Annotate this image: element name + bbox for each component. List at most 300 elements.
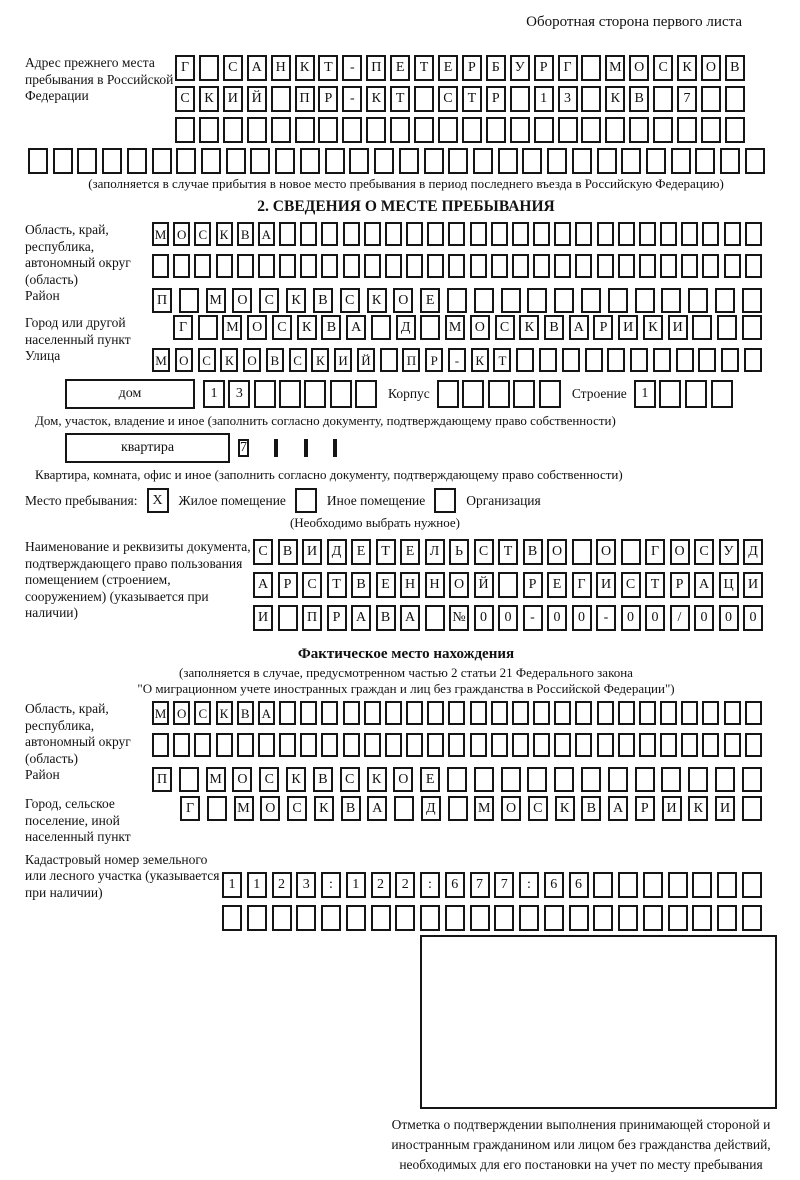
- char-box[interactable]: [692, 872, 712, 898]
- char-box[interactable]: [355, 380, 377, 408]
- char-box[interactable]: 1: [534, 86, 554, 112]
- char-box[interactable]: В: [313, 288, 333, 313]
- char-box[interactable]: [512, 701, 529, 725]
- char-box[interactable]: К: [519, 315, 539, 340]
- char-box[interactable]: Г: [175, 55, 195, 81]
- char-box[interactable]: К: [286, 288, 306, 313]
- char-box[interactable]: [175, 117, 195, 143]
- checkbox-other-premises[interactable]: [295, 488, 317, 513]
- char-box[interactable]: [271, 117, 291, 143]
- char-box[interactable]: [742, 767, 762, 792]
- char-box[interactable]: [653, 348, 671, 372]
- char-box[interactable]: [575, 701, 592, 725]
- char-box[interactable]: Е: [351, 539, 371, 565]
- char-box[interactable]: [28, 148, 48, 174]
- char-box[interactable]: [607, 348, 625, 372]
- char-box[interactable]: [491, 254, 508, 278]
- char-box[interactable]: 6: [544, 872, 564, 898]
- char-box[interactable]: [494, 905, 514, 931]
- char-box[interactable]: 7: [494, 872, 514, 898]
- char-box[interactable]: [438, 117, 458, 143]
- char-box[interactable]: [486, 117, 506, 143]
- char-box[interactable]: [745, 254, 762, 278]
- char-box[interactable]: [406, 701, 423, 725]
- char-box[interactable]: [300, 148, 320, 174]
- char-box[interactable]: [742, 872, 762, 898]
- char-box[interactable]: А: [367, 796, 387, 821]
- char-box[interactable]: [470, 733, 487, 757]
- char-box[interactable]: [581, 288, 601, 313]
- char-box[interactable]: [300, 701, 317, 725]
- char-box[interactable]: И: [334, 348, 352, 372]
- char-box[interactable]: [702, 733, 719, 757]
- char-box[interactable]: А: [569, 315, 589, 340]
- char-box[interactable]: И: [715, 796, 735, 821]
- char-box[interactable]: -: [448, 348, 466, 372]
- char-box[interactable]: С: [194, 701, 211, 725]
- char-box[interactable]: [621, 148, 641, 174]
- char-box[interactable]: К: [643, 315, 663, 340]
- char-box[interactable]: 3: [558, 86, 578, 112]
- char-box[interactable]: :: [519, 872, 539, 898]
- char-box[interactable]: [385, 254, 402, 278]
- char-box[interactable]: П: [302, 605, 322, 631]
- char-box[interactable]: 0: [547, 605, 567, 631]
- char-box[interactable]: [448, 148, 468, 174]
- char-box[interactable]: [374, 148, 394, 174]
- char-box[interactable]: [395, 905, 415, 931]
- char-box[interactable]: 6: [445, 872, 465, 898]
- char-box[interactable]: А: [400, 605, 420, 631]
- char-box[interactable]: А: [351, 605, 371, 631]
- char-box[interactable]: [558, 117, 578, 143]
- char-box[interactable]: О: [501, 796, 521, 821]
- char-box[interactable]: [572, 539, 592, 565]
- char-box[interactable]: Е: [547, 572, 567, 598]
- char-box[interactable]: 1: [346, 872, 366, 898]
- char-box[interactable]: Д: [743, 539, 763, 565]
- char-box[interactable]: С: [438, 86, 458, 112]
- char-box[interactable]: Р: [523, 572, 543, 598]
- char-box[interactable]: [491, 701, 508, 725]
- char-box[interactable]: 1: [222, 872, 242, 898]
- char-box[interactable]: О: [470, 315, 490, 340]
- char-box[interactable]: П: [152, 767, 172, 792]
- char-box[interactable]: [179, 767, 199, 792]
- char-box[interactable]: [695, 148, 715, 174]
- char-box[interactable]: О: [393, 288, 413, 313]
- char-box[interactable]: [512, 254, 529, 278]
- char-box[interactable]: [237, 733, 254, 757]
- char-box[interactable]: [237, 254, 254, 278]
- char-box[interactable]: Р: [486, 86, 506, 112]
- char-box[interactable]: [677, 117, 697, 143]
- char-box[interactable]: [681, 733, 698, 757]
- char-box[interactable]: [597, 254, 614, 278]
- char-box[interactable]: [533, 701, 550, 725]
- char-box[interactable]: [547, 148, 567, 174]
- char-box[interactable]: [681, 222, 698, 246]
- char-box[interactable]: [427, 733, 444, 757]
- char-box[interactable]: С: [253, 539, 273, 565]
- char-box[interactable]: 0: [694, 605, 714, 631]
- char-box[interactable]: [343, 222, 360, 246]
- char-box[interactable]: №: [449, 605, 469, 631]
- char-box[interactable]: Н: [400, 572, 420, 598]
- char-box[interactable]: [660, 254, 677, 278]
- char-box[interactable]: О: [260, 796, 280, 821]
- char-box[interactable]: [717, 872, 737, 898]
- char-box[interactable]: К: [555, 796, 575, 821]
- char-box[interactable]: -: [342, 86, 362, 112]
- char-box[interactable]: [671, 148, 691, 174]
- char-box[interactable]: [427, 254, 444, 278]
- char-box[interactable]: [364, 733, 381, 757]
- char-box[interactable]: С: [198, 348, 216, 372]
- char-box[interactable]: [593, 872, 613, 898]
- char-box[interactable]: [420, 905, 440, 931]
- char-box[interactable]: [279, 733, 296, 757]
- char-box[interactable]: -: [523, 605, 543, 631]
- char-box[interactable]: [414, 86, 434, 112]
- char-box[interactable]: [473, 148, 493, 174]
- char-box[interactable]: [300, 222, 317, 246]
- char-box[interactable]: К: [286, 767, 306, 792]
- char-box[interactable]: И: [223, 86, 243, 112]
- char-box[interactable]: 7: [240, 440, 247, 455]
- char-box[interactable]: [639, 701, 656, 725]
- char-box[interactable]: [618, 872, 638, 898]
- char-box[interactable]: [660, 701, 677, 725]
- char-box[interactable]: [343, 733, 360, 757]
- char-box[interactable]: [635, 288, 655, 313]
- char-box[interactable]: [448, 733, 465, 757]
- char-box[interactable]: 0: [498, 605, 518, 631]
- char-box[interactable]: [534, 117, 554, 143]
- char-box[interactable]: 0: [572, 605, 592, 631]
- char-box[interactable]: [618, 222, 635, 246]
- char-box[interactable]: [385, 701, 402, 725]
- char-box[interactable]: [223, 117, 243, 143]
- char-box[interactable]: М: [152, 701, 169, 725]
- char-box[interactable]: [53, 148, 73, 174]
- char-box[interactable]: М: [445, 315, 465, 340]
- char-box[interactable]: Е: [420, 288, 440, 313]
- char-box[interactable]: В: [266, 348, 284, 372]
- char-box[interactable]: 0: [719, 605, 739, 631]
- char-box[interactable]: С: [302, 572, 322, 598]
- char-box[interactable]: А: [608, 796, 628, 821]
- char-box[interactable]: [470, 222, 487, 246]
- char-box[interactable]: 2: [371, 872, 391, 898]
- char-box[interactable]: М: [206, 288, 226, 313]
- char-box[interactable]: Р: [462, 55, 482, 81]
- char-box[interactable]: Г: [173, 315, 193, 340]
- char-box[interactable]: А: [346, 315, 366, 340]
- char-box[interactable]: К: [297, 315, 317, 340]
- char-box[interactable]: Р: [327, 605, 347, 631]
- char-box[interactable]: [300, 254, 317, 278]
- char-box[interactable]: [702, 254, 719, 278]
- char-box[interactable]: К: [220, 348, 238, 372]
- char-box[interactable]: [724, 222, 741, 246]
- char-box[interactable]: [385, 222, 402, 246]
- char-box[interactable]: С: [694, 539, 714, 565]
- char-box[interactable]: Р: [425, 348, 443, 372]
- char-box[interactable]: К: [216, 701, 233, 725]
- char-box[interactable]: 6: [569, 872, 589, 898]
- char-box[interactable]: В: [351, 572, 371, 598]
- char-box[interactable]: В: [321, 315, 341, 340]
- char-box[interactable]: [745, 733, 762, 757]
- char-box[interactable]: Й: [247, 86, 267, 112]
- char-box[interactable]: [199, 117, 219, 143]
- char-box[interactable]: К: [314, 796, 334, 821]
- char-box[interactable]: А: [247, 55, 267, 81]
- char-box[interactable]: :: [420, 872, 440, 898]
- char-box[interactable]: [745, 222, 762, 246]
- char-box[interactable]: С: [289, 348, 307, 372]
- char-box[interactable]: [643, 905, 663, 931]
- char-box[interactable]: [661, 767, 681, 792]
- char-box[interactable]: Т: [462, 86, 482, 112]
- char-box[interactable]: И: [302, 539, 322, 565]
- char-box[interactable]: [554, 254, 571, 278]
- char-box[interactable]: В: [237, 701, 254, 725]
- char-box[interactable]: В: [341, 796, 361, 821]
- char-box[interactable]: Й: [474, 572, 494, 598]
- char-box[interactable]: К: [688, 796, 708, 821]
- char-box[interactable]: [715, 767, 735, 792]
- char-box[interactable]: [474, 288, 494, 313]
- char-box[interactable]: [330, 380, 352, 408]
- char-box[interactable]: [597, 733, 614, 757]
- char-box[interactable]: [711, 380, 733, 408]
- char-box[interactable]: [701, 117, 721, 143]
- char-box[interactable]: М: [206, 767, 226, 792]
- char-box[interactable]: С: [474, 539, 494, 565]
- char-box[interactable]: [554, 222, 571, 246]
- char-box[interactable]: Т: [327, 572, 347, 598]
- char-box[interactable]: [102, 148, 122, 174]
- char-box[interactable]: [342, 117, 362, 143]
- char-box[interactable]: О: [243, 348, 261, 372]
- char-box[interactable]: [605, 117, 625, 143]
- char-box[interactable]: [250, 148, 270, 174]
- char-box[interactable]: [77, 148, 97, 174]
- char-box[interactable]: 0: [621, 605, 641, 631]
- char-box[interactable]: [618, 733, 635, 757]
- char-box[interactable]: Т: [498, 539, 518, 565]
- char-box[interactable]: [304, 380, 326, 408]
- char-box[interactable]: [488, 380, 510, 408]
- char-box[interactable]: Е: [400, 539, 420, 565]
- char-box[interactable]: К: [677, 55, 697, 81]
- char-box[interactable]: [618, 905, 638, 931]
- char-box[interactable]: [510, 86, 530, 112]
- char-box[interactable]: [701, 86, 721, 112]
- char-box[interactable]: [371, 315, 391, 340]
- char-box[interactable]: О: [232, 767, 252, 792]
- char-box[interactable]: С: [653, 55, 673, 81]
- char-box[interactable]: 1: [634, 380, 656, 408]
- char-box[interactable]: [639, 254, 656, 278]
- char-box[interactable]: [512, 733, 529, 757]
- char-box[interactable]: Н: [425, 572, 445, 598]
- char-box[interactable]: [194, 733, 211, 757]
- char-box[interactable]: [630, 348, 648, 372]
- char-box[interactable]: [343, 254, 360, 278]
- char-box[interactable]: [639, 222, 656, 246]
- char-box[interactable]: [414, 117, 434, 143]
- char-box[interactable]: Е: [438, 55, 458, 81]
- char-box[interactable]: К: [605, 86, 625, 112]
- char-box[interactable]: О: [701, 55, 721, 81]
- char-box[interactable]: [152, 148, 172, 174]
- char-box[interactable]: [725, 86, 745, 112]
- char-box[interactable]: [745, 148, 765, 174]
- char-box[interactable]: [295, 117, 315, 143]
- char-box[interactable]: [321, 733, 338, 757]
- char-box[interactable]: [366, 117, 386, 143]
- char-box[interactable]: [593, 905, 613, 931]
- char-box[interactable]: [572, 148, 592, 174]
- checkbox-residential[interactable]: X: [147, 488, 169, 513]
- char-box[interactable]: [597, 148, 617, 174]
- char-box[interactable]: О: [449, 572, 469, 598]
- char-box[interactable]: [179, 288, 199, 313]
- char-box[interactable]: [653, 86, 673, 112]
- char-box[interactable]: [437, 380, 459, 408]
- char-box[interactable]: [406, 254, 423, 278]
- char-box[interactable]: [258, 733, 275, 757]
- char-box[interactable]: [448, 254, 465, 278]
- char-box[interactable]: Р: [318, 86, 338, 112]
- char-box[interactable]: [498, 572, 518, 598]
- char-box[interactable]: 7: [677, 86, 697, 112]
- char-box[interactable]: Р: [278, 572, 298, 598]
- char-box[interactable]: :: [321, 872, 341, 898]
- char-box[interactable]: П: [295, 86, 315, 112]
- char-box[interactable]: [222, 905, 242, 931]
- char-box[interactable]: О: [247, 315, 267, 340]
- char-box[interactable]: [646, 148, 666, 174]
- char-box[interactable]: [216, 254, 233, 278]
- char-box[interactable]: [462, 117, 482, 143]
- char-box[interactable]: В: [278, 539, 298, 565]
- char-box[interactable]: Ь: [449, 539, 469, 565]
- char-box[interactable]: [527, 767, 547, 792]
- char-box[interactable]: [491, 222, 508, 246]
- char-box[interactable]: О: [393, 767, 413, 792]
- char-box[interactable]: Й: [357, 348, 375, 372]
- char-box[interactable]: [279, 701, 296, 725]
- char-box[interactable]: У: [510, 55, 530, 81]
- char-box[interactable]: [681, 254, 698, 278]
- char-box[interactable]: С: [495, 315, 515, 340]
- char-box[interactable]: [274, 439, 278, 457]
- char-box[interactable]: [512, 222, 529, 246]
- char-box[interactable]: Г: [558, 55, 578, 81]
- char-box[interactable]: А: [253, 572, 273, 598]
- char-box[interactable]: [522, 148, 542, 174]
- char-box[interactable]: [698, 348, 716, 372]
- char-box[interactable]: С: [621, 572, 641, 598]
- char-box[interactable]: [660, 222, 677, 246]
- char-box[interactable]: [516, 348, 534, 372]
- char-box[interactable]: [720, 148, 740, 174]
- char-box[interactable]: [271, 86, 291, 112]
- char-box[interactable]: [533, 254, 550, 278]
- char-box[interactable]: [724, 701, 741, 725]
- char-box[interactable]: [394, 796, 414, 821]
- char-box[interactable]: С: [175, 86, 195, 112]
- char-box[interactable]: 0: [645, 605, 665, 631]
- char-box[interactable]: Е: [376, 572, 396, 598]
- char-box[interactable]: [380, 348, 398, 372]
- char-box[interactable]: 7: [470, 872, 490, 898]
- char-box[interactable]: [702, 701, 719, 725]
- char-box[interactable]: Т: [390, 86, 410, 112]
- char-box[interactable]: [406, 222, 423, 246]
- char-box[interactable]: Б: [486, 55, 506, 81]
- char-box[interactable]: [176, 148, 196, 174]
- char-box[interactable]: С: [528, 796, 548, 821]
- char-box[interactable]: Г: [180, 796, 200, 821]
- char-box[interactable]: М: [152, 348, 170, 372]
- char-box[interactable]: [343, 701, 360, 725]
- char-box[interactable]: [702, 222, 719, 246]
- char-box[interactable]: [424, 148, 444, 174]
- char-box[interactable]: [364, 222, 381, 246]
- char-box[interactable]: [420, 315, 440, 340]
- char-box[interactable]: [470, 254, 487, 278]
- char-box[interactable]: А: [258, 701, 275, 725]
- char-box[interactable]: И: [596, 572, 616, 598]
- char-box[interactable]: О: [547, 539, 567, 565]
- char-box[interactable]: [643, 872, 663, 898]
- char-box[interactable]: О: [670, 539, 690, 565]
- char-box[interactable]: [349, 148, 369, 174]
- char-box[interactable]: [742, 288, 762, 313]
- char-box[interactable]: [618, 701, 635, 725]
- char-box[interactable]: [688, 288, 708, 313]
- char-box[interactable]: [717, 905, 737, 931]
- char-box[interactable]: [152, 254, 169, 278]
- char-box[interactable]: [448, 222, 465, 246]
- char-box[interactable]: И: [743, 572, 763, 598]
- char-box[interactable]: [539, 348, 557, 372]
- char-box[interactable]: В: [237, 222, 254, 246]
- char-box[interactable]: С: [287, 796, 307, 821]
- char-box[interactable]: С: [340, 288, 360, 313]
- char-box[interactable]: [519, 905, 539, 931]
- char-box[interactable]: С: [272, 315, 292, 340]
- char-box[interactable]: 0: [474, 605, 494, 631]
- char-box[interactable]: [554, 701, 571, 725]
- char-box[interactable]: Д: [396, 315, 416, 340]
- char-box[interactable]: [406, 733, 423, 757]
- char-box[interactable]: [721, 348, 739, 372]
- char-box[interactable]: [681, 701, 698, 725]
- char-box[interactable]: [653, 117, 673, 143]
- char-box[interactable]: М: [474, 796, 494, 821]
- char-box[interactable]: О: [232, 288, 252, 313]
- char-box[interactable]: [445, 905, 465, 931]
- char-box[interactable]: 1: [203, 380, 225, 408]
- char-box[interactable]: [247, 117, 267, 143]
- char-box[interactable]: [554, 733, 571, 757]
